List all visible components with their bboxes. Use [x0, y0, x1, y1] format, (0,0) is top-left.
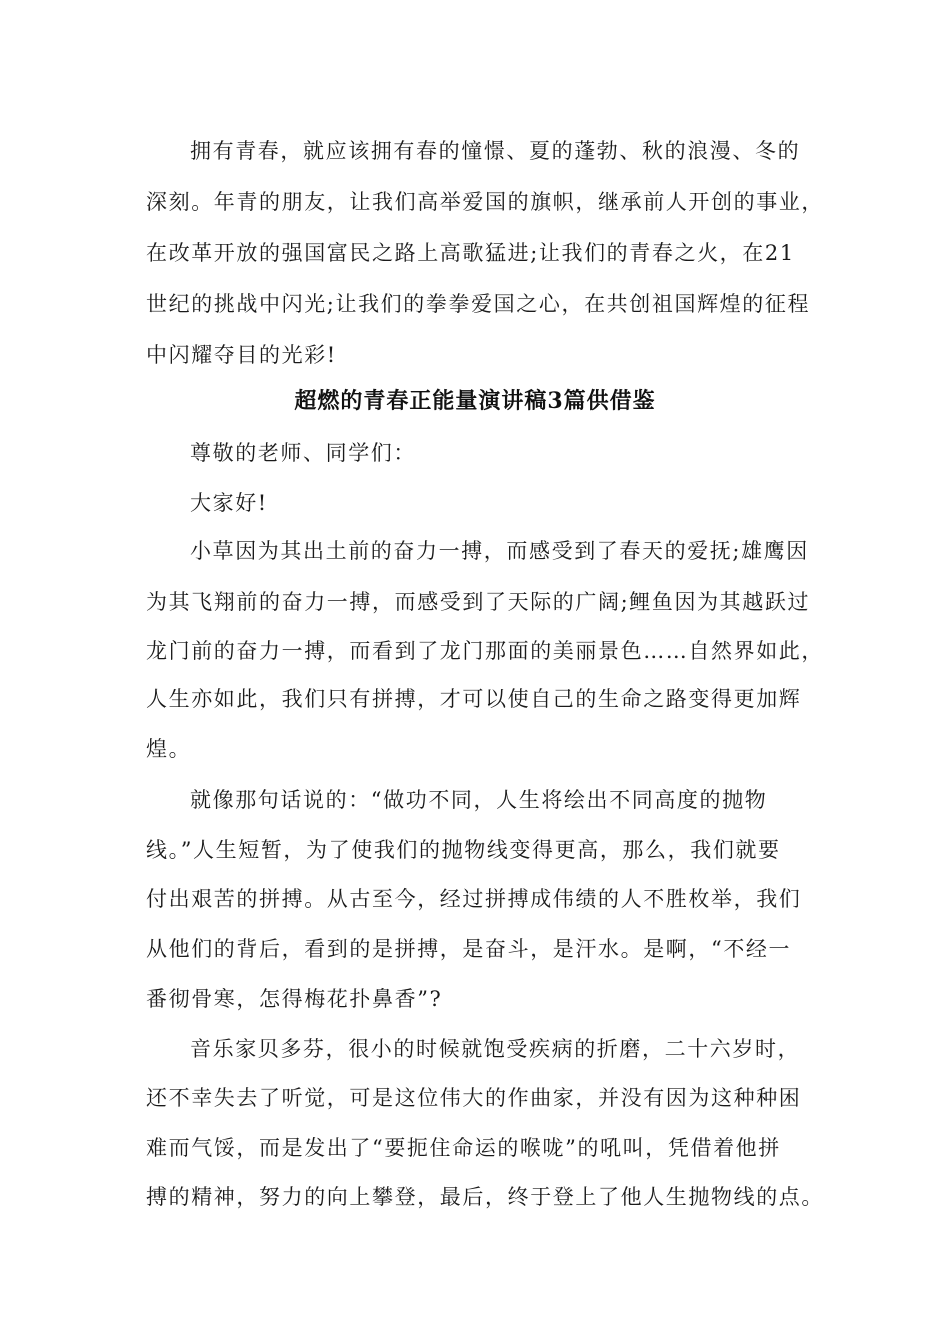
text-line: 世纪的挑战中闪光;让我们的拳拳爱国之心，在共创祖国辉煌的征程 [146, 292, 811, 316]
text-line: 从他们的背后，看到的是拼搏，是奋斗，是汗水。是啊，“不经一 [146, 937, 792, 961]
text-line: 难而气馁，而是发出了“要扼住命运的喉咙”的吼叫，凭借着他拼 [146, 1136, 781, 1160]
text-line: 就像那句话说的：“做功不同，人生将绘出不同高度的抛物 [190, 788, 768, 812]
text-line: 人生亦如此，我们只有拼搏，才可以使自己的生命之路变得更加辉 [146, 687, 802, 711]
text-line: 番彻骨寒，怎得梅花扑鼻香”? [146, 987, 443, 1011]
text-line: 煌。 [146, 737, 192, 761]
text-line: 中闪耀夺目的光彩! [146, 343, 337, 367]
text-line: 还不幸失去了听觉，可是这位伟大的作曲家，并没有因为这种种困 [146, 1086, 802, 1110]
text-line: 为其飞翔前的奋力一搏，而感受到了天际的广阔;鲤鱼因为其越跃过 [146, 590, 811, 614]
text-line: 在改革开放的强国富民之路上高歌猛进;让我们的青春之火，在21 [146, 241, 795, 265]
text-line: 搏的精神，努力的向上攀登，最后，终于登上了他人生抛物线的点。 [146, 1185, 824, 1209]
text-line: 龙门前的奋力一搏，而看到了龙门那面的美丽景色……自然界如此， [146, 639, 824, 663]
document-title: 超燃的青春正能量演讲稿3篇供借鉴 [294, 388, 656, 414]
salutation: 尊敬的老师、同学们： [190, 441, 416, 465]
text-line: 小草因为其出土前的奋力一搏，而感受到了春天的爱抚;雄鹰因 [190, 539, 809, 563]
text-line: 线。”人生短暂，为了使我们的抛物线变得更高，那么，我们就要 [146, 838, 781, 862]
hello-line: 大家好! [190, 491, 268, 515]
text-line: 音乐家贝多芬，很小的时候就饱受疾病的折磨，二十六岁时， [190, 1037, 801, 1061]
text-line: 深刻。年青的朋友，让我们高举爱国的旗帜，继承前人开创的事业， [146, 190, 824, 214]
text-line: 拥有青春，就应该拥有春的憧憬、夏的蓬勃、秋的浪漫、冬的 [190, 139, 801, 163]
text-line: 付出艰苦的拼搏。从古至今，经过拼搏成伟绩的人不胜枚举，我们 [146, 887, 802, 911]
